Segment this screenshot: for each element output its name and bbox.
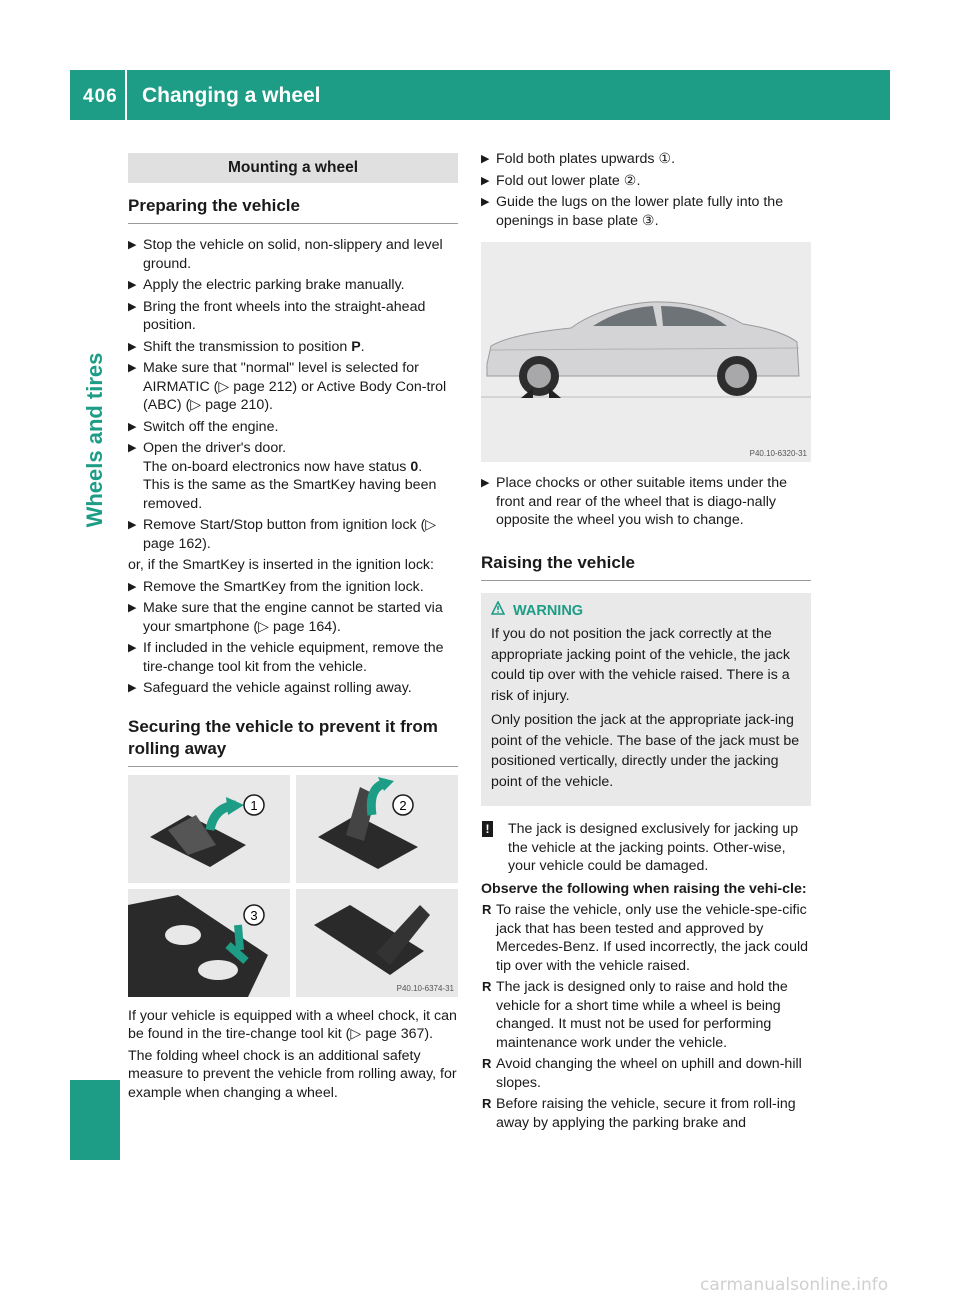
side-tab-marker — [70, 1080, 120, 1160]
warning-text-1: If you do not position the jack correctly at the appropriate jacking point of the vehicle, the jack could tip over with the vehicle raised. There is a risk of injury. — [491, 626, 790, 704]
warning-title: WARNING — [491, 601, 801, 622]
callout-1: 1 — [250, 797, 258, 813]
arrow-icon: ▶ — [128, 602, 137, 614]
arrow-icon: ▶ — [128, 362, 137, 374]
step-item: ▶ Remove Start/Stop button from ignition lock (▷ page 162). — [128, 517, 437, 552]
arrow-icon: ▶ — [481, 477, 490, 489]
arrow-icon: ▶ — [128, 420, 137, 433]
wheel-chock-figure — [128, 775, 458, 997]
arrow-icon: ▶ — [128, 239, 137, 251]
page-number: 406 — [83, 86, 118, 107]
heading-preparing: Preparing the vehicle — [128, 195, 458, 224]
bullet-icon: R — [482, 979, 492, 994]
arrow-icon: ▶ — [128, 300, 137, 313]
page-header — [70, 70, 890, 120]
step-item: ▶ Switch off the engine. — [128, 418, 279, 435]
step-item: ▶ Stop the vehicle on solid, non-slippery and level ground. — [128, 237, 443, 272]
bullet-icon: R — [482, 1096, 492, 1111]
warning-text-2: Only position the jack at the appropriate jack-ing point of the vehicle. The base of the jack must be positioned vertically, directly under the jacking point of the vehicle. — [491, 712, 800, 790]
side-tab — [70, 120, 120, 1240]
or-text: or, if the SmartKey is inserted in the ignition lock: — [128, 557, 434, 573]
figure-code: P40.10-6320-31 — [749, 449, 807, 458]
side-tab-label: Wheels and tires — [82, 352, 107, 528]
step-item: ▶ Make sure that the engine cannot be started via your smartphone (▷ page 164). — [128, 600, 443, 635]
bullet-icon: R — [482, 902, 492, 917]
warning-triangle-icon — [491, 601, 505, 615]
bullet-item: R Avoid changing the wheel on uphill and down-hill slopes. — [482, 1056, 802, 1091]
arrow-icon: ▶ — [128, 442, 137, 454]
figure-code: P40.10-6374-31 — [396, 983, 454, 993]
bullet-item: R Before raising the vehicle, secure it from roll-ing away by applying the parking brake and — [482, 1096, 796, 1131]
step-item: ▶ Safeguard the vehicle against rolling away. — [128, 680, 412, 696]
bullet-item: R The jack is designed only to raise and hold the vehicle for a short time while a wheel is being changed. It must not be used for performing maintenance work under the vehicle. — [482, 979, 788, 1051]
car-figure — [481, 242, 811, 462]
arrow-icon: ▶ — [128, 682, 137, 694]
step-item: ▶ If included in the vehicle equipment, remove the tire-change tool kit from the vehicle. — [128, 640, 444, 675]
step-item: ▶ Fold out lower plate ②. — [481, 172, 641, 189]
arrow-icon: ▶ — [481, 174, 490, 187]
notice-icon: ! — [482, 821, 493, 837]
step-item: ▶ Apply the electric parking brake manually. — [128, 277, 405, 293]
heading-raising: Raising the vehicle — [481, 552, 811, 581]
step-item: ▶ Place chocks or other suitable items under the front and rear of the wheel that is diago-nally opposite the wheel you wish to change. — [481, 475, 787, 528]
step-item: ▶ Guide the lugs on the lower plate fully into the openings in base plate ③. — [481, 194, 784, 229]
observe-heading: Observe the following when raising the vehi-cle: — [481, 880, 807, 897]
bullet-item: R To raise the vehicle, only use the vehicle-spe-cific jack that has been tested and approved by Mercedes-Benz. If used incorrectly, the jack could tip over with the vehicle raised. — [482, 902, 808, 974]
callout-3: 3 — [250, 907, 258, 923]
arrow-icon: ▶ — [128, 340, 137, 353]
step-item: ▶ Make sure that "normal" level is selected for AIRMATIC (▷ page 212) or Active Body Con-trol (ABC) (▷ page 210). — [128, 360, 447, 413]
arrow-icon: ▶ — [128, 279, 137, 291]
footer-watermark: carmanualsonline.info — [700, 1275, 889, 1295]
warning-box — [481, 593, 811, 807]
arrow-icon: ▶ — [481, 153, 490, 165]
callout-2: 2 — [399, 797, 407, 813]
right-column — [481, 150, 811, 1135]
left-column — [128, 150, 458, 1105]
arrow-icon: ▶ — [481, 196, 490, 208]
header-divider — [125, 70, 127, 120]
para-chock: If your vehicle is equipped with a wheel chock, it can be found in the tire-change tool kit (▷ page 367). — [128, 1007, 457, 1042]
heading-securing: Securing the vehicle to prevent it from rolling away — [128, 716, 458, 767]
bullet-icon: R — [482, 1056, 492, 1071]
section-heading-mounting: Mounting a wheel — [128, 153, 458, 183]
notice: ! The jack is designed exclusively for jacking up the vehicle at the jacking points. Other-wise, your vehicle could be damaged. — [481, 820, 811, 876]
arrow-icon: ▶ — [128, 642, 137, 654]
step-item: ▶ Shift the transmission to position P. — [128, 338, 365, 355]
arrow-icon: ▶ — [128, 519, 137, 531]
para-folding: The folding wheel chock is an additional safety measure to prevent the vehicle from rolling away, for example when changing a wheel. — [128, 1047, 457, 1101]
step-item: ▶ Remove the SmartKey from the ignition lock. — [128, 578, 424, 595]
arrow-icon: ▶ — [128, 580, 137, 593]
step-item: ▶ Open the driver's door. The on-board electronics now have status 0. This is the same as the SmartKey having been removed. — [128, 440, 437, 512]
chapter-title: Changing a wheel — [142, 84, 321, 107]
step-item: ▶ Fold both plates upwards ①. — [481, 151, 676, 167]
step-item: ▶ Bring the front wheels into the straight-ahead position. — [128, 298, 426, 333]
